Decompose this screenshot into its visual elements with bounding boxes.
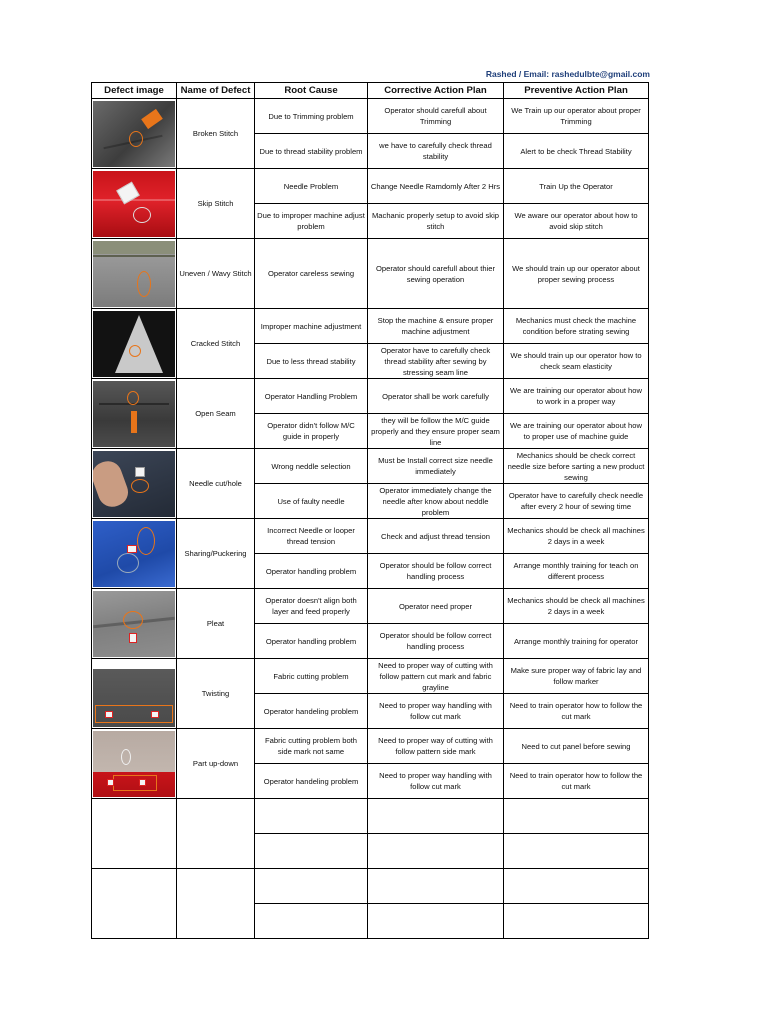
blank-cell	[368, 799, 504, 834]
blank-cell	[368, 834, 504, 869]
root-cause: Operator doesn't align both layer and feed properly	[255, 589, 368, 624]
defect-name: Sharing/Puckering	[177, 519, 255, 589]
preventive-action: We should train up our operator about proper sewing process	[504, 239, 649, 309]
corrective-action: Machanic properly setup to avoid skip stitch	[368, 204, 504, 239]
puckering-photo	[92, 519, 177, 589]
preventive-action: Make sure proper way of fabric lay and follow marker	[504, 659, 649, 694]
corrective-action: Stop the machine & ensure proper machine adjustment	[368, 309, 504, 344]
preventive-action: Need to train operator how to follow the cut mark	[504, 694, 649, 729]
root-cause: Operator didn't follow M/C guide in properly	[255, 414, 368, 449]
root-cause: Operator handling problem	[255, 554, 368, 589]
blank-cell	[255, 904, 368, 939]
blank-cell	[368, 869, 504, 904]
defect-name: Skip Stitch	[177, 169, 255, 239]
corrective-action: Operator should be follow correct handling process	[368, 554, 504, 589]
preventive-action: We should train up our operator how to check seam elasticity	[504, 344, 649, 379]
preventive-action: Mechanics should be check correct needle size before sarting a new product sewing	[504, 449, 649, 484]
preventive-action: Train Up the Operator	[504, 169, 649, 204]
blank-row	[92, 869, 649, 904]
defect-name: Part up-down	[177, 729, 255, 799]
root-cause: Improper machine adjustment	[255, 309, 368, 344]
root-cause: Operator handeling problem	[255, 764, 368, 799]
corrective-action: Operator should be follow correct handling process	[368, 624, 504, 659]
corrective-action: Operator immediately change the needle after know about neddle problem	[368, 484, 504, 519]
root-cause: Due to Trimming problem	[255, 99, 368, 134]
blank-cell	[255, 834, 368, 869]
preventive-action: Mechanics must check the machine condition before strating sewing	[504, 309, 649, 344]
header-defect-image: Defect image	[92, 83, 177, 99]
corrective-action: Need to proper way handling with follow cut mark	[368, 694, 504, 729]
table-row	[92, 449, 649, 484]
corrective-action: Operator shall be work carefully	[368, 379, 504, 414]
table-row	[92, 309, 649, 344]
defect-analysis-table	[91, 82, 649, 939]
preventive-action: Arrange monthly training for operator	[504, 624, 649, 659]
defect-name: Needle cut/hole	[177, 449, 255, 519]
blank-image-cell	[92, 799, 177, 869]
root-cause: Incorrect Needle or looper thread tension	[255, 519, 368, 554]
corrective-action: they will be follow the M/C guide properly and they ensure proper seam line	[368, 414, 504, 449]
header-row	[92, 83, 649, 99]
cracked-stitch-photo	[92, 309, 177, 379]
part-up-down-photo	[92, 729, 177, 799]
broken-stitch-photo	[92, 99, 177, 169]
needle-hole-photo	[92, 449, 177, 519]
root-cause: Fabric cutting problem both side mark not same	[255, 729, 368, 764]
corrective-action: Change Needle Ramdomly After 2 Hrs	[368, 169, 504, 204]
root-cause: Due to thread stability problem	[255, 134, 368, 169]
blank-name-cell	[177, 799, 255, 869]
preventive-action: Mechanics should be check all machines 2 days in a week	[504, 519, 649, 554]
preventive-action: Alert to be check Thread Stability	[504, 134, 649, 169]
defect-name: Uneven / Wavy Stitch	[177, 239, 255, 309]
table-row	[92, 99, 649, 134]
header-root-cause: Root Cause	[255, 83, 368, 99]
root-cause: Operator Handling Problem	[255, 379, 368, 414]
uneven-stitch-photo	[92, 239, 177, 309]
header-corrective-action: Corrective Action Plan	[368, 83, 504, 99]
preventive-action: Mechanics should be check all machines 2 days in a week	[504, 589, 649, 624]
root-cause: Needle Problem	[255, 169, 368, 204]
corrective-action: Operator need proper	[368, 589, 504, 624]
table-row	[92, 379, 649, 414]
blank-cell	[504, 869, 649, 904]
blank-cell	[255, 799, 368, 834]
defect-name: Pleat	[177, 589, 255, 659]
twisting-photo	[92, 659, 177, 729]
corrective-action: Need to proper way handling with follow cut mark	[368, 764, 504, 799]
contact-line: Rashed / Email: rashedulbte@gmail.com	[485, 69, 650, 79]
header-preventive-action: Preventive Action Plan	[504, 83, 649, 99]
corrective-action: Operator should carefull about thier sewing operation	[368, 239, 504, 309]
blank-name-cell	[177, 869, 255, 939]
corrective-action: Operator have to carefully check thread stability after sewing by stressing seam line	[368, 344, 504, 379]
root-cause: Fabric cutting problem	[255, 659, 368, 694]
corrective-action: we have to carefully check thread stability	[368, 134, 504, 169]
blank-cell	[255, 869, 368, 904]
defect-name: Broken Stitch	[177, 99, 255, 169]
blank-cell	[504, 834, 649, 869]
preventive-action: Need to train operator how to follow the cut mark	[504, 764, 649, 799]
preventive-action: Arrange monthly training for teach on different process	[504, 554, 649, 589]
root-cause: Operator handeling problem	[255, 694, 368, 729]
preventive-action: We Train up our operator about proper Trimming	[504, 99, 649, 134]
skip-stitch-photo	[92, 169, 177, 239]
root-cause: Use of faulty needle	[255, 484, 368, 519]
corrective-action: Check and adjust thread tension	[368, 519, 504, 554]
table-row	[92, 729, 649, 764]
table-row	[92, 519, 649, 554]
corrective-action: Need to proper way of cutting with follow pattern side mark	[368, 729, 504, 764]
preventive-action: We are training our operator about how to proper use of machine guide	[504, 414, 649, 449]
corrective-action: Must be Install correct size needle immediately	[368, 449, 504, 484]
root-cause: Wrong neddle selection	[255, 449, 368, 484]
root-cause: Operator handling problem	[255, 624, 368, 659]
preventive-action: Operator have to carefully check needle after every 2 hour of sewing time	[504, 484, 649, 519]
blank-image-cell	[92, 869, 177, 939]
open-seam-photo	[92, 379, 177, 449]
root-cause: Due to improper machine adjust problem	[255, 204, 368, 239]
pleat-photo	[92, 589, 177, 659]
table-row	[92, 589, 649, 624]
table-row	[92, 659, 649, 694]
preventive-action: Need to cut panel before sewing	[504, 729, 649, 764]
defect-name: Cracked Stitch	[177, 309, 255, 379]
corrective-action: Operator should carefull about Trimming	[368, 99, 504, 134]
root-cause: Due to less thread stability	[255, 344, 368, 379]
blank-cell	[368, 904, 504, 939]
root-cause: Operator careless sewing	[255, 239, 368, 309]
table-row	[92, 169, 649, 204]
corrective-action: Need to proper way of cutting with follow pattern cut mark and fabric grayline	[368, 659, 504, 694]
blank-cell	[504, 904, 649, 939]
header-name-of-defect: Name of Defect	[177, 83, 255, 99]
preventive-action: We are training our operator about how to work in a proper way	[504, 379, 649, 414]
preventive-action: We aware our operator about how to avoid skip stitch	[504, 204, 649, 239]
defect-name: Open Seam	[177, 379, 255, 449]
blank-cell	[504, 799, 649, 834]
defect-name: Twisting	[177, 659, 255, 729]
table-row	[92, 239, 649, 309]
blank-row	[92, 799, 649, 834]
